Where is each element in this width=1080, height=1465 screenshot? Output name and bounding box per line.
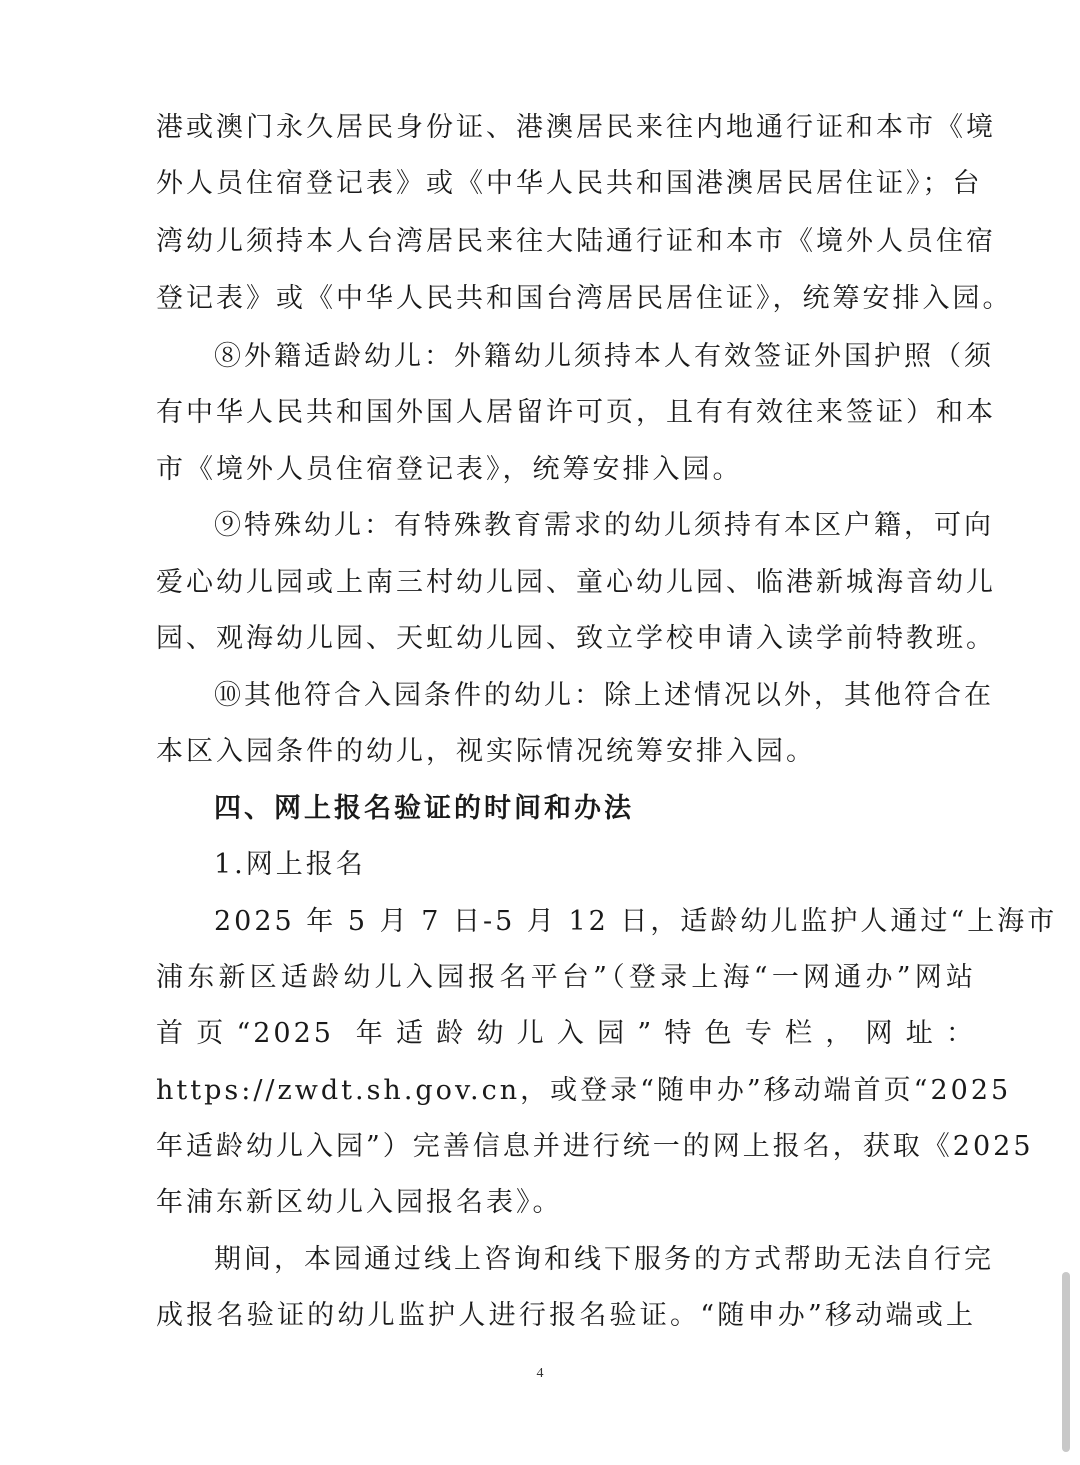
text-line: ⑨特殊幼儿：有特殊教育需求的幼儿须持有本区户籍，可向 [214, 510, 994, 541]
text-line: https://zwdt.sh.gov.cn，或登录“随申办”移动端首页“2025 [156, 1075, 1012, 1106]
section-heading: 四、网上报名验证的时间和办法 [214, 793, 634, 824]
text-line: 港或澳门永久居民身份证、港澳居民来往内地通行证和本市《境 [156, 112, 996, 143]
text-line: 2025 年 5 月 7 日-5 月 12 日，适龄幼儿监护人通过“上海市 [214, 906, 1058, 937]
scrollbar-thumb[interactable] [1062, 1272, 1070, 1452]
text-line: 成报名验证的幼儿监护人进行报名验证。“随申办”移动端或上 [156, 1300, 976, 1331]
text-line: 期间，本园通过线上咨询和线下服务的方式帮助无法自行完 [214, 1244, 994, 1275]
text-line: 浦东新区适龄幼儿入园报名平台”（登录上海“一网通办”网站 [156, 962, 976, 993]
text-line: 外人员住宿登记表》或《中华人民共和国港澳居民居住证》；台 [156, 168, 983, 199]
text-line: 湾幼儿须持本人台湾居民来往大陆通行证和本市《境外人员住宿 [156, 226, 996, 257]
text-line: 本区入园条件的幼儿，视实际情况统筹安排入园。 [156, 736, 816, 767]
page-number: 4 [536, 1366, 544, 1381]
subsection-heading: 1.网上报名 [214, 849, 366, 880]
text-line: 年适龄幼儿入园”）完善信息并进行统一的网上报名，获取《2025 [156, 1131, 1034, 1162]
text-line: ⑧外籍适龄幼儿：外籍幼儿须持本人有效签证外国护照（须 [214, 341, 994, 372]
text-line: 首页“2025 年适龄幼儿入园”特色专栏，网址： [156, 1018, 976, 1049]
text-line: 有中华人民共和国外国人居留许可页，且有有效往来签证）和本 [156, 397, 996, 428]
text-line: 登记表》或《中华人民共和国台湾居民居住证》，统筹安排入园。 [156, 283, 1013, 314]
text-line: 年浦东新区幼儿入园报名表》。 [156, 1187, 563, 1218]
text-line: 市《境外人员住宿登记表》，统筹安排入园。 [156, 454, 743, 485]
text-line: 爱心幼儿园或上南三村幼儿园、童心幼儿园、临港新城海音幼儿 [156, 567, 996, 598]
text-line: 园、观海幼儿园、天虹幼儿园、致立学校申请入读学前特教班。 [156, 623, 996, 654]
text-line: ⑩其他符合入园条件的幼儿：除上述情况以外，其他符合在 [214, 680, 994, 711]
